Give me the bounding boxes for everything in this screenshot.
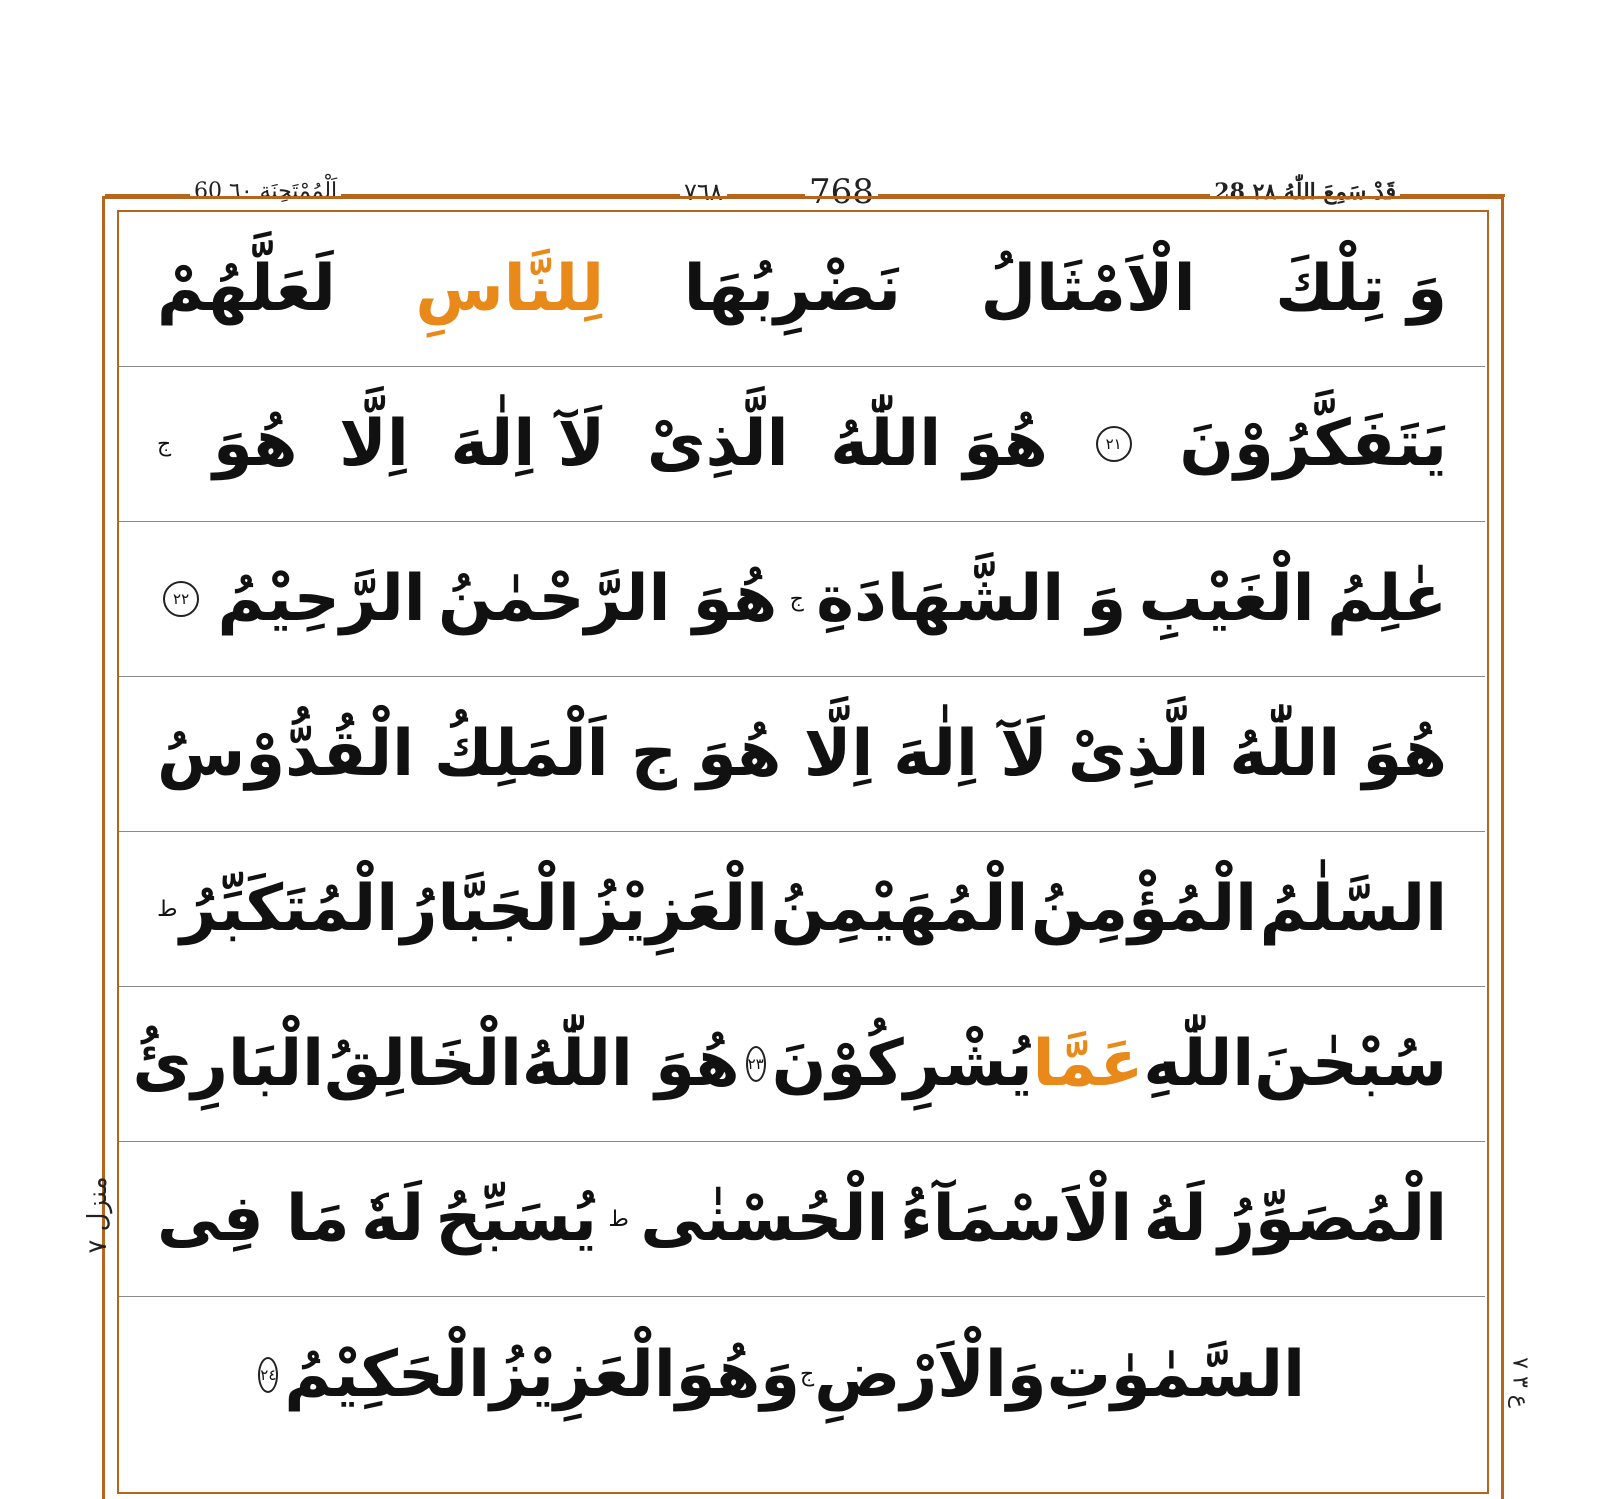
header-surah-name: 60 اَلْمُمْتَحِنَة ٦٠	[190, 172, 341, 212]
text-line	[119, 367, 1485, 522]
pause-sign: ج	[789, 586, 804, 612]
word: هُوَ اللّٰهُ	[1229, 717, 1447, 791]
word: الْغَيْبِ	[1138, 562, 1315, 636]
word: لَآ اِلٰهَ	[893, 717, 1048, 791]
word: وَالْاَرْضِ	[814, 1337, 1047, 1412]
word: الْعَزِيْزُ	[582, 872, 769, 946]
word: لَعَلَّهُمْ	[157, 252, 336, 326]
word: هُوَ	[212, 407, 298, 481]
word: سُبْحٰنَ	[1254, 1027, 1447, 1101]
highlighted-word: عَمَّا	[1032, 1027, 1144, 1101]
word: الْحَكِيْمُ	[284, 1337, 491, 1412]
word: الْمُهَيْمِنُ	[770, 872, 1029, 946]
manzil-label-text: منزل ٧	[83, 1176, 113, 1254]
word: الْاَمْثَالُ	[980, 252, 1196, 326]
word: الْحُسْنٰى	[640, 1182, 889, 1256]
text-line	[119, 677, 1485, 832]
manzil-label	[68, 1150, 113, 1290]
word: الْاَسْمَآءُ	[900, 1182, 1133, 1256]
ruku-marker-text: ع ٣ ٧	[1507, 1357, 1533, 1408]
word: يُشْرِكُوْنَ	[771, 1027, 1033, 1101]
verse-marker: ٢٢	[163, 581, 199, 617]
pause-sign: ج	[800, 1362, 815, 1387]
word: هُوَ اللّٰهُ	[521, 1027, 740, 1101]
pause-sign: ط	[608, 1206, 629, 1232]
word: ج اَلْمَلِكُ	[434, 717, 677, 791]
word: يَتَفَكَّرُوْنَ	[1179, 407, 1447, 481]
word: يُسَبِّحُ	[435, 1182, 597, 1256]
word: لَآ اِلٰهَ	[450, 407, 606, 481]
word: هُوَ الرَّحْمٰنُ	[438, 562, 778, 636]
verse-marker: ٢٤	[258, 1357, 278, 1393]
word: هُوَ اللّٰهُ	[830, 407, 1048, 481]
pause-sign: ج	[157, 431, 172, 457]
pause-sign: ط	[157, 896, 178, 922]
word: مَا فِى	[157, 1182, 350, 1256]
text-line	[119, 1297, 1485, 1452]
verse-marker: ٢١	[1096, 426, 1132, 462]
word: وَ تِلْكَ	[1275, 252, 1447, 326]
ruku-marker	[1500, 1350, 1540, 1430]
word: الرَّحِيْمُ	[217, 562, 426, 636]
word: الْخَالِقُ	[324, 1027, 522, 1101]
word: الْمُتَكَبِّرُ	[179, 872, 399, 946]
word: الَّذِىْ	[646, 407, 789, 481]
text-lines	[119, 212, 1485, 1452]
word: السَّمٰوٰتِ	[1046, 1337, 1305, 1412]
word: الْعَزِيْزُ	[490, 1337, 676, 1412]
header-page-number: 768	[805, 172, 878, 212]
highlighted-word: لِلنَّاسِ	[415, 252, 605, 326]
header-page-number-arabic: ٧٦٨	[680, 172, 727, 212]
verse-marker: ٢٣	[746, 1046, 766, 1082]
word: الْمُؤْمِنُ	[1030, 872, 1258, 946]
word: الْمُصَوِّرُ	[1218, 1182, 1447, 1256]
word: اِلَّا هُوَ	[696, 717, 874, 791]
text-line	[119, 987, 1485, 1142]
word: وَ الشَّهَادَةِ	[816, 562, 1127, 636]
word: الْقُدُّوْسُ	[157, 717, 415, 791]
word: الْبَارِئُ	[132, 1027, 325, 1101]
word: نَضْرِبُهَا	[683, 252, 901, 326]
word: السَّلٰمُ	[1259, 872, 1447, 946]
word: لَهٗ	[361, 1182, 425, 1256]
word: الْجَبَّارُ	[400, 872, 580, 946]
word: اللّٰهِ	[1143, 1027, 1255, 1101]
text-line	[119, 212, 1485, 367]
word: لَهُ	[1143, 1182, 1207, 1256]
text-line	[119, 522, 1485, 677]
header-para-name: 28 قَدْ سَمِعَ اللّٰهُ ٢٨	[1210, 172, 1400, 212]
word: وَهُوَ	[675, 1337, 801, 1412]
text-line	[119, 1142, 1485, 1297]
word: اِلَّا	[339, 407, 409, 481]
text-line	[119, 832, 1485, 987]
word: عٰلِمُ	[1326, 562, 1447, 636]
word: الَّذِىْ	[1067, 717, 1210, 791]
